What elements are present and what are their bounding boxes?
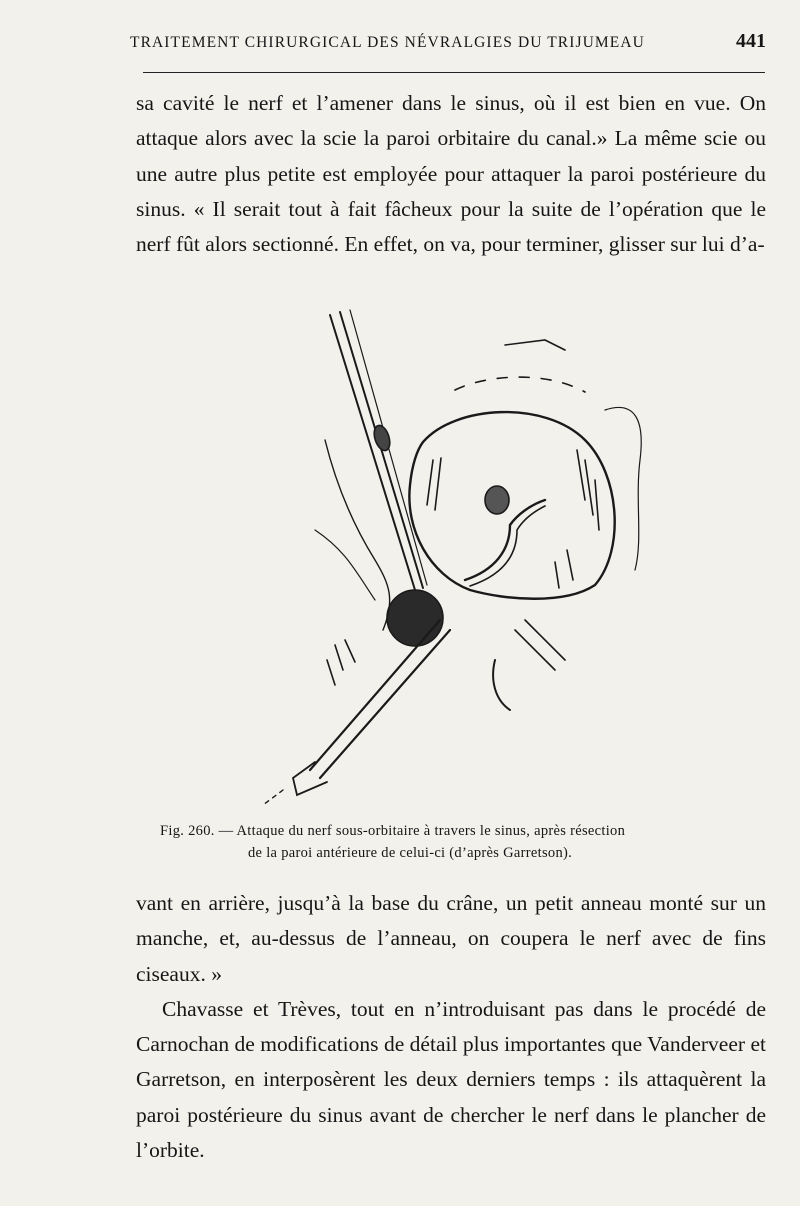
body-text-bottom bbox=[136, 886, 766, 1168]
page-number: 441 bbox=[736, 30, 766, 52]
running-title: TRAITEMENT CHIRURGICAL DES NÉVRALGIES DU TRIJUMEAU bbox=[130, 34, 645, 51]
figure-caption bbox=[160, 820, 760, 864]
paragraph: Chavasse et Trèves, tout en n’introduisant pas dans le procédé de Carnochan de modifications de détail plus importantes que Vanderveer et Garretson, en interposèrent les deux derniers temps : ils attaquèrent la paroi postérieure du sinus avant de chercher le nerf dans le plancher de l’orbite. bbox=[136, 996, 766, 1163]
running-head bbox=[130, 30, 766, 53]
paragraph: vant en arrière, jusqu’à la base du crâne, un petit anneau monté sur un manche, et, au-dessus de l’anneau, on coupera le nerf avec de fins ciseaux. » bbox=[136, 891, 766, 986]
surgical-illustration bbox=[255, 300, 655, 820]
figure-illustration bbox=[255, 300, 655, 820]
caption-line-1: Fig. 260. — Attaque du nerf sous-orbitaire à travers le sinus, après résection bbox=[160, 823, 626, 839]
body-text-top bbox=[136, 86, 766, 262]
header-rule bbox=[143, 72, 765, 73]
caption-line-2: de la paroi antérieure de celui-ci (d’après Garretson). bbox=[248, 845, 573, 861]
paragraph: sa cavité le nerf et l’amener dans le sinus, où il est bien en vue. On attaque alors avec la scie la paroi orbitaire du canal.» La même scie ou une autre plus petite est employée pour attaquer la paroi postérieure du sinus. « Il serait tout à fait fâcheux pour la suite de l’opération que le nerf fût alors sectionné. En effet, on va, pour terminer, glisser sur lui d’a- bbox=[136, 91, 766, 257]
